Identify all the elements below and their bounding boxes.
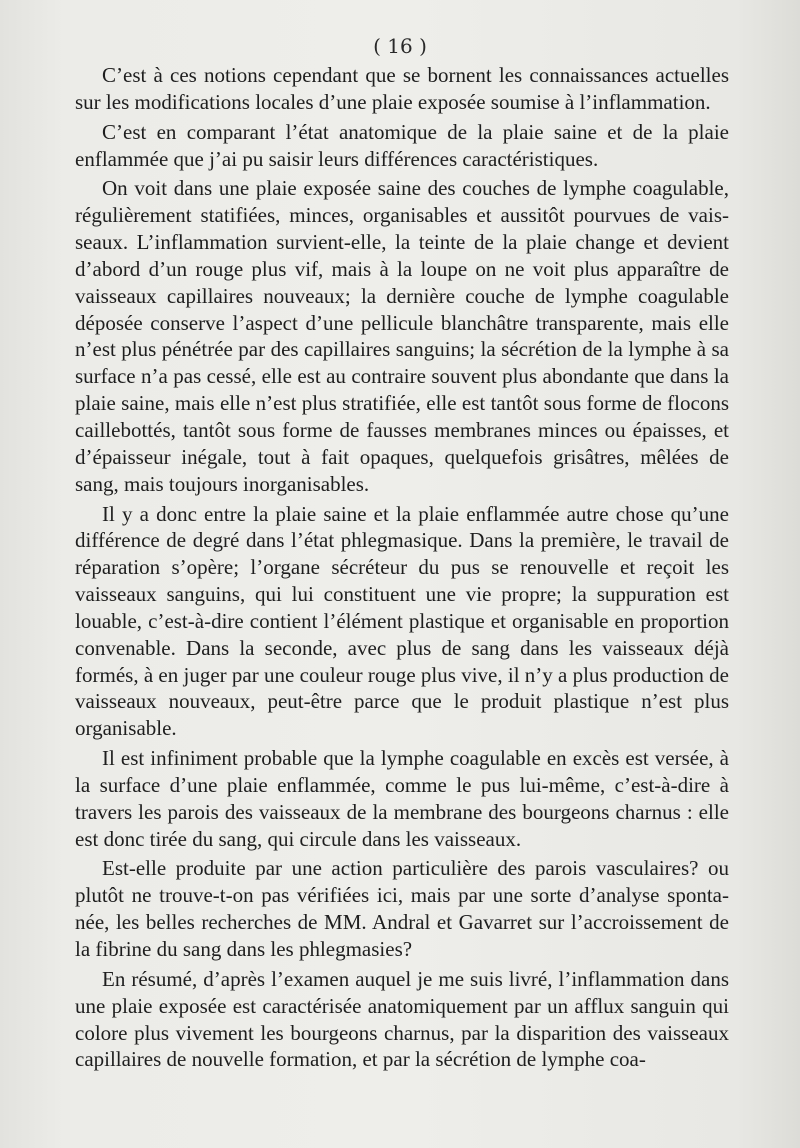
paragraph: C’est en comparant l’état anatomique de la plaie saine et de la plaie enflammée que j’ai pu saisir leurs différences caractéristiques. xyxy=(75,119,729,171)
paragraph: C’est à ces notions cependant que se bornent les connaissances actuelles sur les modifications locales d’une plaie exposée soumise à l’inflammation. xyxy=(75,63,729,114)
body-text xyxy=(75,62,729,1073)
paragraph: On voit dans une plaie exposée saine des couches de lymphe coagulable, régulièrement statifiées, minces, organisables et aussitôt pourvues de vaisseaux. L’inflammation survient-elle, la teinte de la plaie change et devient d’abord d’un rouge plus vif, mais à la loupe on ne voit plus apparaître de vaisseaux capillaires nouveaux; la dernière couche de lymphe coagulable déposée conserve l’aspect d’une pellicule blanchâtre transparente, mais elle n’est plus pénétrée par des capillaires sanguins; la sécrétion de la lymphe à sa surface n’a pas cessé, elle est au contraire souvent plus abondante que dans la plaie saine, mais elle n’est plus stratifiée, elle est tantôt sous forme de flocons caillebottés, tantôt sous forme de fausses membranes minces ou épaisses, et d’épaisseur inégale, tout à fait opaques, quelquefois grisâtres, mêlées de sang, mais toujours inorganisables. xyxy=(75,176,729,496)
page-number: ( 16 ) xyxy=(373,34,427,58)
paragraph: En résumé, d’après l’examen auquel je me suis livré, l’inflammation dans une plaie exposée est caractérisée anatomiquement par un afflux sanguin qui colore plus vivement les bourgeons charnus, par la disparition des vaisseaux capillaires de nouvelle formation, et par la sécrétion de lymphe coa- xyxy=(75,966,729,1072)
paragraph: Il est infiniment probable que la lymphe coagulable en excès est versée, à la surface d’une plaie enflammée, comme le pus lui-même, c’est-à-dire à travers les parois des vaisseaux de la membrane des bourgeons charnus : elle est donc tirée du sang, qui circule dans les vaisseaux. xyxy=(75,746,729,851)
paragraph: Est-elle produite par une action particulière des parois vasculaires? ou plutôt ne trouve-t-on pas vérifiées ici, mais par une sorte d’analyse spontanée, les belles recherches de MM. Andral et Gavarret sur l’accroissement de la fibrine du sang dans les phlegmasies? xyxy=(75,856,729,961)
paragraph: Il y a donc entre la plaie saine et la plaie enflammée autre chose qu’une différence de degré dans l’état phlegmasique. Dans la première, le travail de réparation s’opère; l’organe sécréteur du pus se renouvelle et reçoit les vaisseaux sanguins, qui lui constituent une vie propre; la suppuration est louable, c’est-à-dire contient l’élément plastique et organisable en proportion convenable. Dans la seconde, avec plus de sang dans les vaisseaux déjà formés, à en juger par une couleur rouge plus vive, il n’y a plus production de vaisseaux nouveaux, peut-être parce que le produit plastique n’est plus organisable. xyxy=(75,501,729,741)
